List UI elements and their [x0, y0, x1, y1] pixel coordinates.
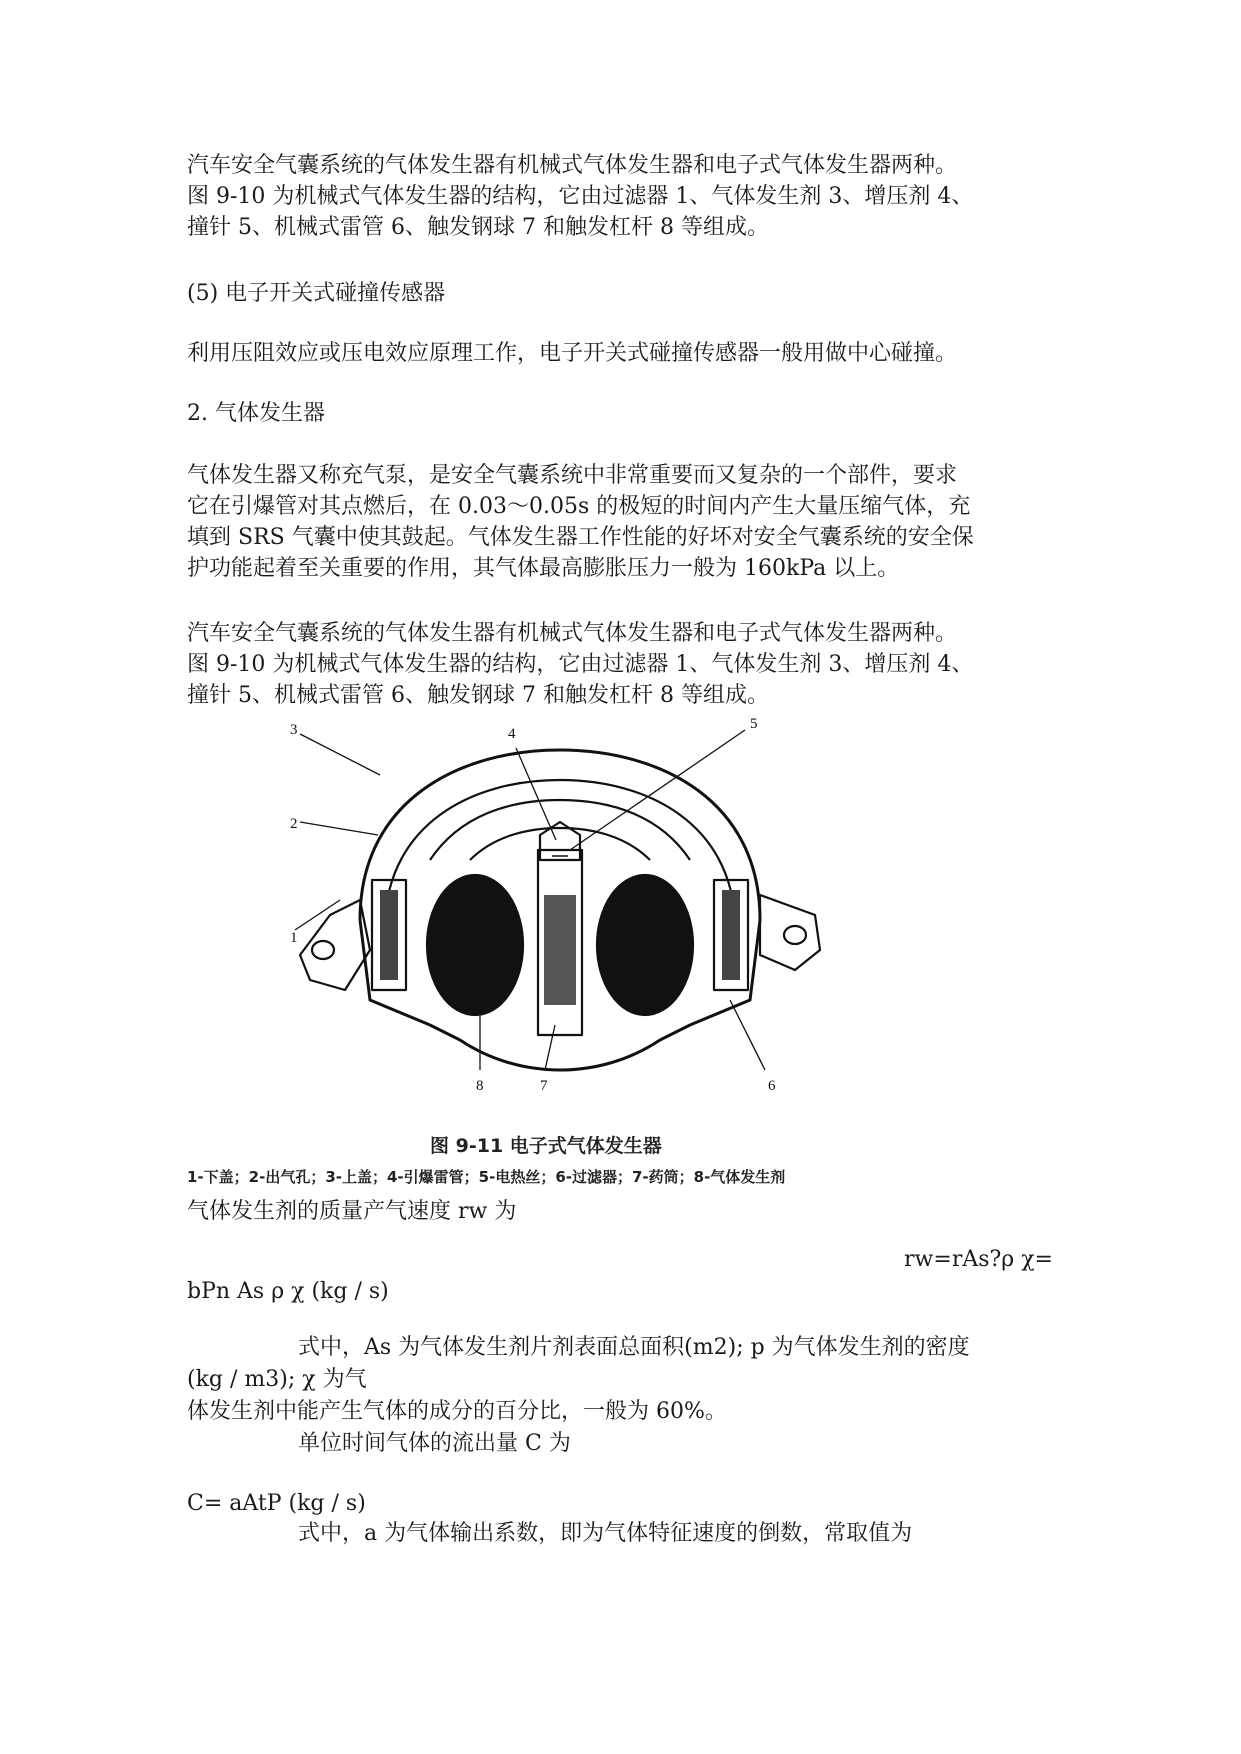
- text-line: 填到 SRS 气囊中使其鼓起。气体发生器工作性能的好坏对安全气囊系统的安全保: [187, 525, 974, 550]
- paragraph-where-1b: (kg / m3); χ 为气: [187, 1367, 367, 1392]
- leader-4: [516, 748, 556, 840]
- part-labels: [290, 716, 776, 1094]
- text-line: 汽车安全气囊系统的气体发生器有机械式气体发生器和电子式气体发生器两种。: [187, 153, 958, 178]
- cartridge-fill: [544, 895, 576, 1005]
- label-2: 2: [290, 816, 298, 832]
- text-line: 撞针 5、机械式雷管 6、触发钢球 7 和触发杠杆 8 等组成。: [187, 215, 769, 240]
- formula-c: C= aAtP (kg / s): [187, 1491, 366, 1516]
- label-6: 6: [768, 1078, 776, 1094]
- text-line: 气体发生器又称充气泵，是安全气囊系统中非常重要而又复杂的一个部件，要求: [187, 463, 958, 488]
- generator-drawing: [300, 750, 820, 1070]
- leader-3: [300, 734, 380, 775]
- paragraph-mechanical-generator-repeat: [187, 618, 1053, 711]
- paragraph-flow-intro: 单位时间气体的流出量 C 为: [298, 1431, 571, 1456]
- label-5: 5: [750, 716, 758, 732]
- paragraph-where-2: 式中，a 为气体输出系数，即为气体特征速度的倒数，常取值为: [298, 1521, 913, 1546]
- mount-hole-left: [312, 941, 334, 959]
- label-8: 8: [476, 1078, 484, 1094]
- label-3: 3: [290, 722, 298, 738]
- label-4: 4: [508, 726, 516, 742]
- leader-2: [300, 822, 378, 835]
- paragraph-piezo: 利用压阻效应或压电效应原理工作，电子开关式碰撞传感器一般用做中心碰撞。: [187, 341, 958, 366]
- lower-flange-right: [760, 895, 820, 970]
- paragraph-where-1c: 体发生剂中能产生气体的成分的百分比，一般为 60%。: [187, 1399, 727, 1424]
- leader-5: [570, 730, 745, 850]
- filter-left-fill: [380, 890, 398, 980]
- propellant-left: [427, 875, 523, 1015]
- label-1: 1: [290, 930, 298, 946]
- section-heading-gas-generator: 2. 气体发生器: [187, 401, 325, 426]
- text-line: 图 9-10 为机械式气体发生器的结构，它由过滤器 1、气体发生剂 3、增压剂 4、: [187, 184, 974, 209]
- paragraph-gas-generator-intro: [187, 460, 1053, 584]
- paragraph-mechanical-generator: [187, 150, 1053, 243]
- propellant-right: [597, 875, 693, 1015]
- text-line: 撞针 5、机械式雷管 6、触发钢球 7 和触发杠杆 8 等组成。: [187, 683, 769, 708]
- text-line: 它在引爆管对其点燃后，在 0.03～0.05s 的极短的时间内产生大量压缩气体，充: [187, 494, 971, 519]
- paragraph-where-1a: 式中，As 为气体发生剂片剂表面总面积(m2); p 为气体发生剂的密度: [298, 1335, 970, 1360]
- formula-rw-left: bPn As ρ χ (kg / s): [187, 1279, 389, 1304]
- text-line: 护功能起着至关重要的作用，其气体最高膨胀压力一般为 160kPa 以上。: [187, 556, 900, 581]
- label-7: 7: [540, 1078, 548, 1094]
- mount-hole-right: [784, 926, 806, 944]
- section-heading-electronic-switch-sensor: (5) 电子开关式碰撞传感器: [187, 281, 446, 306]
- leader-lines: [295, 730, 765, 1070]
- gas-generator-figure: [290, 716, 830, 1125]
- formula-rw-right: rw=rAs?ρ χ=: [904, 1247, 1053, 1272]
- text-line: 图 9-10 为机械式气体发生器的结构，它由过滤器 1、气体发生剂 3、增压剂 4、: [187, 652, 974, 677]
- paragraph-rate-intro: 气体发生剂的质量产气速度 rw 为: [187, 1199, 517, 1224]
- leader-6: [730, 1000, 765, 1070]
- text-line: 汽车安全气囊系统的气体发生器有机械式气体发生器和电子式气体发生器两种。: [187, 621, 958, 646]
- leader-1: [295, 900, 340, 930]
- figure-caption-legend: 1-下盖；2-出气孔；3-上盖；4-引爆雷管；5-电热丝；6-过滤器；7-药筒；8-气体发生剂: [187, 1168, 786, 1186]
- figure-caption-title: 图 9-11 电子式气体发生器: [430, 1135, 662, 1157]
- filter-right-fill: [722, 890, 740, 980]
